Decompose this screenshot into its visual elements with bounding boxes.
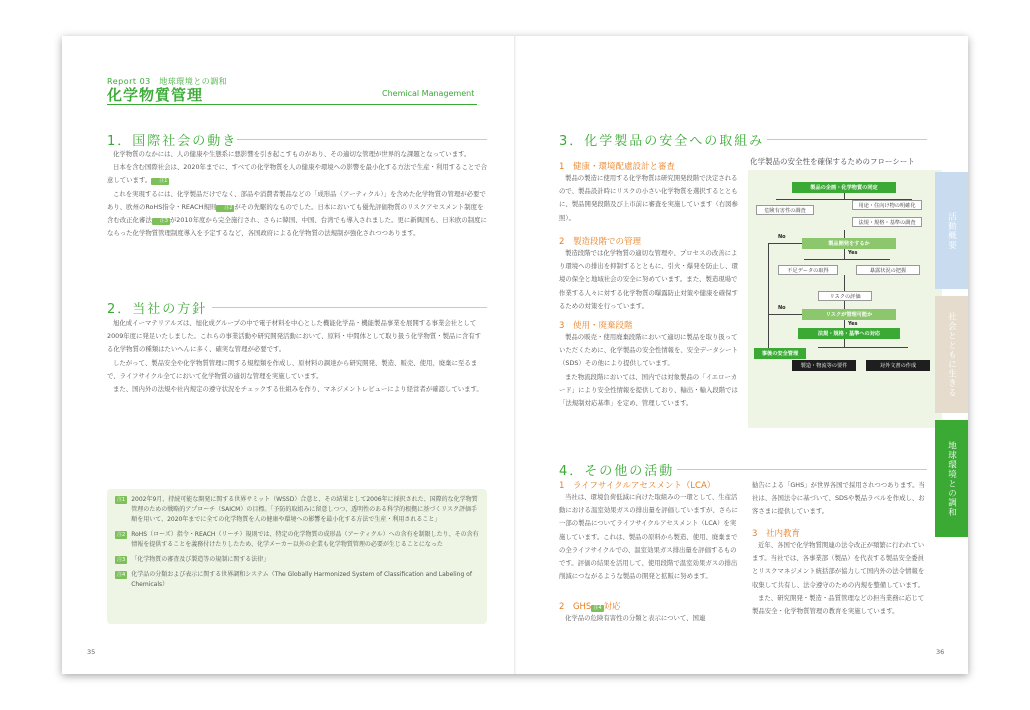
flow-connector [844, 301, 845, 309]
note-ref: 注4 [593, 605, 602, 611]
section-4-rule [677, 469, 927, 470]
footnote: 注4 化学品の分類および表示に関する世界調和システム（The Globally Harmonized System of Classification and Labeling of Chemicals） [117, 571, 472, 588]
subsection-heading: 2 製造段階での管理 [559, 237, 641, 247]
flow-connector [844, 339, 845, 347]
page-title-en: Chemical Management [382, 89, 475, 98]
section-1-title: 1．国際社会の動き [107, 134, 238, 149]
subsection-body-cont: 勧告による「GHS」が世界各国で採用されつつあります。当社は、各国法令に基づいて、SDSや製品ラベルを作成し、お客さまに提供しています。 [752, 481, 925, 516]
footnote: 注1 2002年9月、持続可能な開発に関する世界サミット（WSSD）合意と、その結果として2006年に採択された、国際的な化学物質管理のための戦略的アプローチ（SAICM）の目標。「予防的取組みに留意しつつ、透明性のある科学的根拠に基づくリスク評価手順を用いて、2020年までに全ての化学物質を人の健康や環境への影響を最小化する方法で生産・利用されること」 [117, 496, 478, 523]
flow-box-usage: 用途・住向け物の明確化 [852, 200, 922, 210]
flow-connector [768, 243, 769, 348]
footnotes-box [107, 489, 487, 624]
subsection-body: 製品の販売・使用廃棄段階において適切に製品を取り扱っていただくために、化学製品の安全性情報を、安全データシート（SDS）その他により提供しています。 また物流段階においては、国内では対象製品の「イエローカード」により安全性情報を提供しており、輸出・輸入段階では「法規制対応基準」を定め、管理しています。 [559, 333, 738, 408]
page-title: 化学物質管理 [107, 86, 204, 104]
flow-connector [804, 259, 890, 260]
flow-label-yes: Yes [848, 250, 858, 256]
section-2-title: 2．当社の方針 [107, 302, 208, 317]
flow-box-risk-eval: リスクの評価 [818, 291, 872, 301]
flow-box-missing-data: 不足データの取得 [778, 265, 838, 275]
subsection-heading: 1 ライフサイクルアセスメント（LCA） [559, 481, 716, 491]
note-ref: 注2 [216, 205, 234, 212]
paragraph: したがって、製品安全や化学物質管理に関する規程類を作成し、原材料の調達から研究開発、製造、販売、使用、廃棄に至るまで、ライフサイクル全てにおいて化学物質の適切な管理を実施しています。 [107, 358, 478, 380]
flow-box-documents: 対外文書の作成 [866, 360, 930, 371]
side-tab-environment[interactable]: 地球環境との調和 [935, 420, 968, 537]
subsection-body: 近年、各国で化学物質関連の法令改正が頻繁に行われています。当社では、各事業部（製品）を代表する製品安全委員とリスクマネジメント統括部が協力して国内外の法令情報を収集して共有し、法令遵守のための内規を整備しています。 また、研究開発・製造・品質管理などの担当業務に応じて製品安全・化学物質管理の教育を実施しています。 [752, 541, 925, 616]
footnote: 注2 RoHS（ローズ）指令・REACH（リーチ）規則では、特定の化学物質の成形品（アーティクル）への含有を制限したり、その含有情報を提供することを義務付けたりしたため、化学メーカー以外の企業も化学物質管理の必要が生じることになった [117, 531, 479, 548]
flow-box-compliance: 法規・規格・基準への対応 [798, 328, 900, 339]
section-3-rule [767, 139, 927, 140]
flow-connector [844, 320, 845, 328]
footnote-tag: 注3 [117, 557, 126, 563]
paragraph: 旭化成イーマテリアルズは、旭化成グループの中で電子材料を中心とした機能化学品・機能製品事業を展開する事業会社として2009年度に発足いたしました。これらの事業活動や研究開発活動において、原料・中間体として取り扱う化学物質・製品に含有する化学物質の種類はたいへんに多く、確実な管理が必要です。 [107, 319, 482, 354]
page-gutter [514, 36, 516, 674]
subsection-heading: 3 社内教育 [752, 529, 800, 539]
subsection-body: 製造段階では化学物質の適切な管理や、プロセスの改善により環境への排出を抑制するとともに、引火・爆発を防止し、環境の保全と地域社会の安全に努めています。また、製造現場で作業する人々に対する化学物質の曝露防止対策や健康を確保するための対策を行っています。 [559, 249, 738, 310]
footnote-tag: 注2 [117, 532, 126, 538]
flow-decision-risk: リスクが管理可能か [802, 309, 896, 320]
note-ref: 注3 [152, 218, 170, 225]
flow-connector [844, 230, 845, 238]
section-4-title: 4．その他の活動 [559, 464, 675, 479]
flow-box-exposure: 暴露状況の把握 [856, 265, 920, 275]
flow-label-no: No [778, 305, 786, 311]
subsection-body: 製品の製造に使用する化学物質は研究開発段階で決定されるので、製品設計時にリスクの小さい化学物質を選択するとともに、製品開発段階及び上市前に審査を実施しています（右図参照）。 [559, 174, 738, 222]
footnote: 注3 「化学物質の審査及び製造等の規制に関する法律」 [117, 556, 270, 563]
section-1-rule [237, 139, 487, 140]
section-3-title: 3．化学製品の安全への取組み [559, 134, 765, 149]
page-number-left: 35 [87, 648, 96, 656]
flow-box-post-safety: 事後の安全管理 [754, 348, 806, 359]
section-2-rule [212, 307, 487, 308]
note-ref: 注1 [151, 178, 169, 185]
section-2-body [107, 317, 487, 396]
side-tab-society[interactable]: 社会とともに生きる [935, 296, 968, 413]
flow-box-regulation: 法規・規格・基準の調査 [852, 217, 922, 227]
footnote-tag: 注4 [117, 572, 126, 578]
flow-decision-develop: 製品開発をするか [802, 238, 896, 249]
subsection-heading: 1 健康・環境配慮設計と審査 [559, 162, 675, 172]
flow-connector [768, 314, 802, 315]
paragraph: これを実現するには、化学製品だけでなく、部品や消費者製品などの「成形品（アーティクル）」を含めた化学物質の管理が必要であり、欧州のRoHS指令・REACH規則 注2 がその先駆的なものでした。日本においても優先評価物質のリスクアセスメント制度を含む改正化審法 注3 が2010年度から完全施行され、さらに韓国、中国、台湾でも導入されました。更に新興国も、日米欧の制度にならった化学物質管理制度導入を予定するなど、各国政府による化学物質の法規制が強化されつつあります。 [107, 189, 487, 238]
flow-label-no: No [778, 234, 786, 240]
flow-box-manufacturing: 製造・物流等の要件 [792, 360, 856, 371]
flowchart-title: 化学製品の安全性を確保するためのフローシート [750, 157, 915, 166]
paragraph: また、国内外の法規や社内規定の遵守状況をチェックする仕組みを作り、マネジメントレビューにより経営者が確認しています。 [113, 385, 483, 394]
paragraph: 日本を含む国際社会は、2020年までに、すべての化学物質を人の健康や環境への影響を最小化する方法で生産・利用することで合意しています。 注1 [107, 163, 488, 185]
side-tab-overview[interactable]: 活動概要 [935, 172, 968, 289]
flow-connector [818, 347, 908, 348]
flow-box-hazard: 危険有害性の調査 [756, 205, 814, 215]
section-1-body [107, 148, 487, 240]
subsection-body: 化学品の危険有害性の分類と表示について、国連 [565, 614, 706, 622]
flow-label-yes: Yes [848, 321, 858, 327]
report-label: Report 03 地球環境との調和 [107, 77, 228, 86]
flow-box-planning: 製品の企画・化学物質の同定 [792, 182, 896, 193]
footnote-tag: 注1 [117, 497, 126, 503]
subsection-heading: 2 GHS 注4 対応 [559, 602, 621, 612]
subsection-heading: 3 使用・廃棄段階 [559, 321, 633, 331]
document-spread [62, 36, 968, 674]
paragraph: 化学物質のなかには、人の健康や生態系に悪影響を引き起こすものがあり、その適切な管理が世界的な課題となっています。 [113, 150, 471, 158]
header-rule [107, 104, 477, 105]
flow-connector [768, 243, 802, 244]
flowchart [748, 170, 942, 428]
page-number-right: 36 [936, 648, 945, 656]
flow-connector [844, 249, 845, 259]
flow-connector [844, 275, 845, 291]
subsection-body: 当社は、環境負荷低減に向けた取組みの一環として、生産活動における温室効果ガスの排出量を評価していますが、さらに一部の製品についてライフサイクルアセスメント（LCA）を実施しています。これは、製品の原料から製造、使用、廃棄までの全ライフサイクルでの、温室効果ガス排出量を評価するものです。評価の結果を活用して、使用段階で温室効果ガスの排出削減につながるような製品の開発と拡販に努めます。 [559, 493, 738, 581]
